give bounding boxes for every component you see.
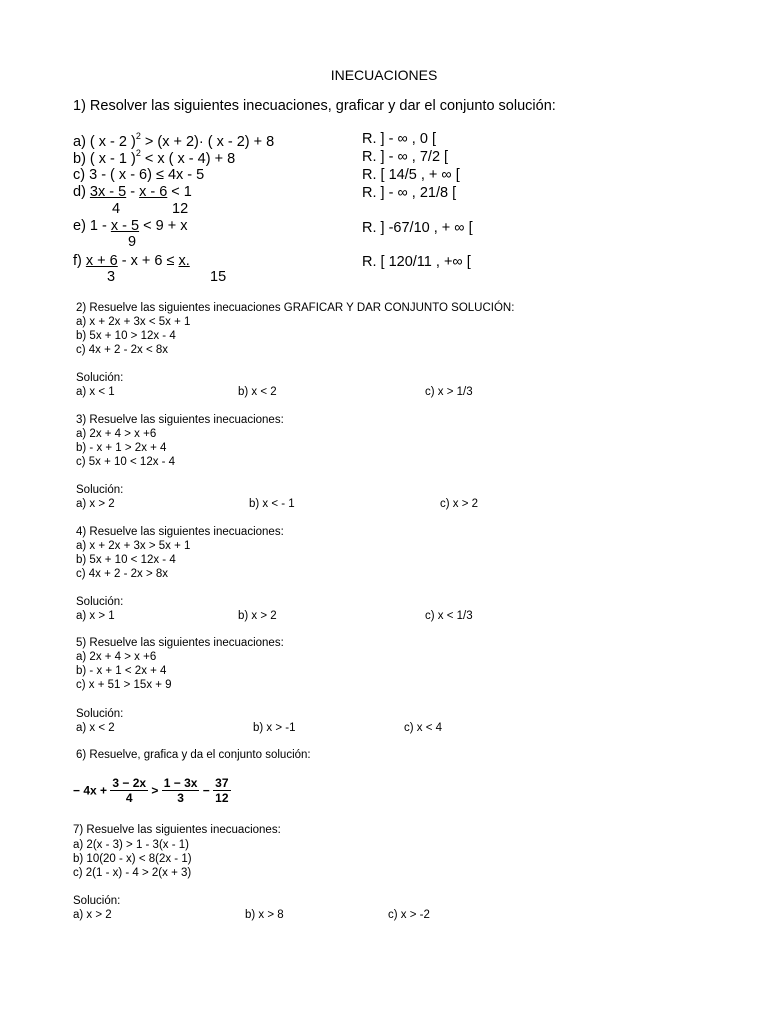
s1-item-b: b) ( x - 1 )$^2$ < x ( x - 4) + 8	[73, 148, 236, 167]
s1-heading: 1) Resolver las siguientes inecuaciones, graficar y dar el conjunto solución:	[73, 98, 556, 114]
page-title: INECUACIONES	[330, 67, 438, 83]
s3-item-b: b) - x + 1 > 2x + 4	[76, 442, 167, 454]
s1-item-c: c) 3 - ( x - 6) ≤ 4x - 5	[73, 167, 205, 183]
s5-item-b: b) - x + 1 < 2x + 4	[76, 665, 167, 677]
s2-solution-a: a) x < 1	[76, 386, 115, 398]
s5-item-a: a) 2x + 4 > x +6	[76, 651, 157, 663]
s1-answer-b: R. ] - ∞ , 7/2 [	[362, 149, 449, 165]
s2-solution-c: c) x > 1/3	[425, 386, 473, 398]
s3-solution-a: a) x > 2	[76, 498, 115, 510]
s2-solution-label: Solución:	[76, 372, 124, 384]
s4-solution-c: c) x < 1/3	[425, 610, 473, 622]
s7-solution-b: b) x > 8	[245, 909, 284, 921]
s4-solution-a: a) x > 1	[76, 610, 115, 622]
s7-item-a: a) 2(x - 3) > 1 - 3(x - 1)	[73, 839, 189, 851]
s1-answer-c: R. [ 14/5 , + ∞ [	[362, 167, 460, 183]
s3-solution-label: Solución:	[76, 484, 124, 496]
s3-solution-c: c) x > 2	[440, 498, 479, 510]
s3-item-a: a) 2x + 4 > x +6	[76, 428, 157, 440]
s3-heading: 3) Resuelve las siguientes inecuaciones:	[76, 414, 284, 426]
s5-solution-c: c) x < 4	[404, 722, 443, 734]
s2-solution-b: b) x < 2	[238, 386, 277, 398]
s1-item-d: d) 3x - 5 - x - 6 < 1	[73, 184, 192, 200]
s1-item-e-den: 9	[128, 234, 137, 250]
s2-item-c: c) 4x + 2 - 2x < 8x	[76, 344, 169, 356]
s6-fraction-3: $\frac{37}{12}$	[215, 776, 229, 805]
s4-solution-label: Solución:	[76, 596, 124, 608]
s2-item-b: b) 5x + 10 > 12x - 4	[76, 330, 176, 342]
s1-item-d-den2: 12	[172, 201, 189, 217]
s4-solution-b: b) x > 2	[238, 610, 277, 622]
s5-heading: 5) Resuelve las siguientes inecuaciones:	[76, 637, 284, 649]
s1-item-f: f) x + 6 - x + 6 ≤ x.	[73, 253, 190, 269]
s3-solution-b: b) x < - 1	[249, 498, 295, 510]
s7-solution-label: Solución:	[73, 895, 121, 907]
s7-item-b: b) 10(20 - x) < 8(2x - 1)	[73, 853, 192, 865]
s4-heading: 4) Resuelve las siguientes inecuaciones:	[76, 526, 284, 538]
s7-solution-a: a) x > 2	[73, 909, 112, 921]
s1-answer-d: R. ] - ∞ , 21/8 [	[362, 185, 457, 201]
s2-item-a: a) x + 2x + 3x < 5x + 1	[76, 316, 191, 328]
s1-item-d-den1: 4	[112, 201, 121, 217]
s6-fraction-1: $\frac{3 - 2x}{4}$	[112, 776, 147, 805]
s7-solution-c: c) x > -2	[388, 909, 430, 921]
s1-answer-a: R. ] - ∞ , 0 [	[362, 131, 436, 147]
s1-item-f-den2: 15	[210, 269, 227, 285]
s1-answer-e: R. ] -67/10 , + ∞ [	[362, 220, 473, 236]
s6-fraction-2: $\frac{1 - 3x}{3}$	[163, 776, 198, 805]
s4-item-a: a) x + 2x + 3x > 5x + 1	[76, 540, 191, 552]
s5-solution-label: Solución:	[76, 708, 124, 720]
s4-item-b: b) 5x + 10 < 12x - 4	[76, 554, 176, 566]
s3-item-c: c) 5x + 10 < 12x - 4	[76, 456, 176, 468]
s5-solution-a: a) x < 2	[76, 722, 115, 734]
s2-heading: 2) Resuelve las siguientes inecuaciones GRAFICAR Y DAR CONJUNTO SOLUCIÓN:	[76, 302, 515, 314]
s7-item-c: c) 2(1 - x) - 4 > 2(x + 3)	[73, 867, 192, 879]
s7-heading: 7) Resuelve las siguientes inecuaciones:	[73, 824, 281, 836]
s5-item-c: c) x + 51 > 15x + 9	[76, 679, 172, 691]
s1-item-a: a) ( x - 2 )$^2$ > (x + 2)· ( x - 2) + 8	[73, 131, 275, 150]
s5-solution-b: b) x > -1	[253, 722, 296, 734]
s6-heading: 6) Resuelve, grafica y da el conjunto solución:	[76, 749, 311, 761]
s1-item-f-den1: 3	[107, 269, 116, 285]
s1-answer-f: R. [ 120/11 , +∞ [	[362, 254, 471, 270]
s1-item-e: e) 1 - x - 5 < 9 + x	[73, 218, 188, 234]
s4-item-c: c) 4x + 2 - 2x > 8x	[76, 568, 169, 580]
s6-expression: − 4x + $\frac{3 - 2x}{4}$ > $\frac{1 - 3x}{3}$ − $\frac{37}{12}$	[73, 776, 229, 805]
